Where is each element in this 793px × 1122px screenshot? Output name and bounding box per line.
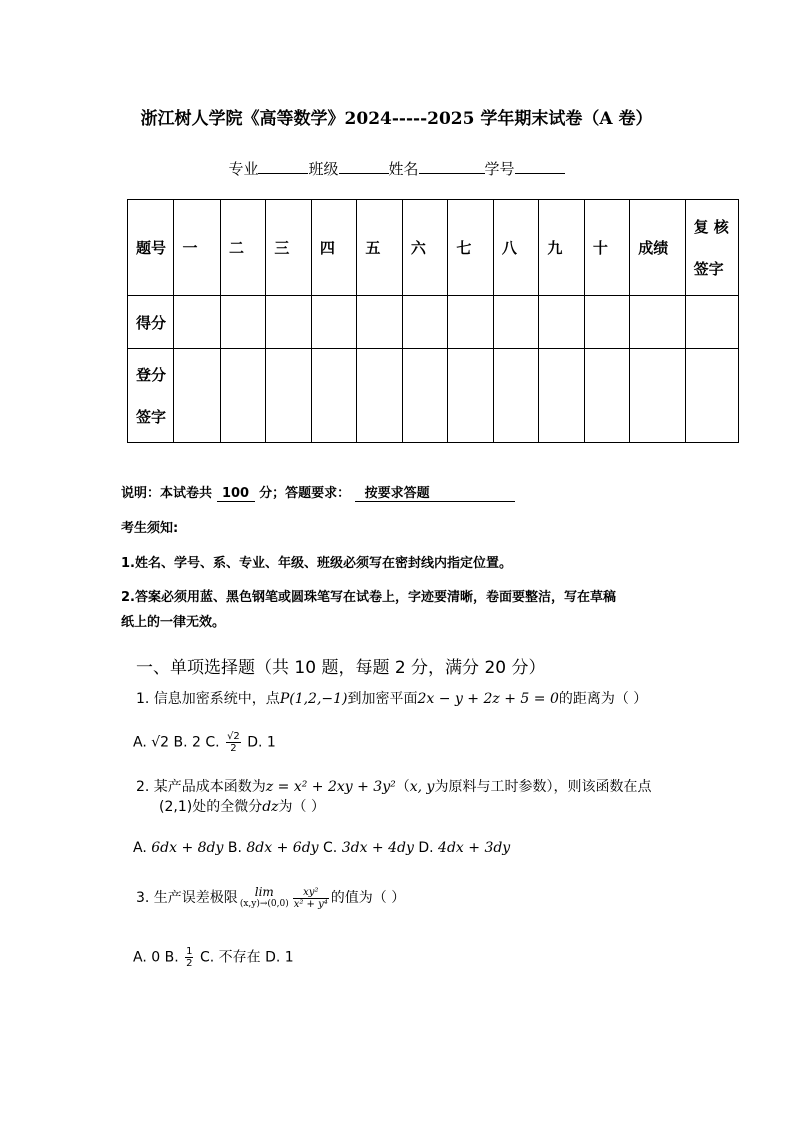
q2-text: （ <box>395 779 410 795</box>
score-cell[interactable] <box>584 296 629 349</box>
fraction-denominator: 2 <box>186 958 193 969</box>
row-label-line1: 登分 <box>136 365 167 384</box>
q2-option-a-label: A. <box>133 840 147 856</box>
col-header: 三 <box>266 200 311 296</box>
score-cell[interactable] <box>311 296 356 349</box>
total-score: 100 <box>217 486 255 502</box>
name-blank[interactable] <box>419 159 485 174</box>
signature-cell[interactable] <box>266 349 311 443</box>
signature-cell[interactable] <box>584 349 629 443</box>
q1-text: 1. 信息加密系统中，点 <box>136 691 280 707</box>
q2-option-d-label: D. <box>418 840 434 856</box>
q1-plane: 2x − y + 2z + 5 = 0 <box>417 691 559 707</box>
signature-cell[interactable] <box>174 349 220 443</box>
major-blank[interactable] <box>258 159 308 174</box>
signature-cell[interactable] <box>220 349 265 443</box>
question-2-line2 <box>159 796 325 816</box>
class-label: 班级 <box>308 160 339 178</box>
score-cell[interactable] <box>402 296 447 349</box>
score-cell[interactable] <box>630 296 685 349</box>
q2-text: (2,1)处的全微分 <box>159 799 263 815</box>
review-label-line2: 签字 <box>693 259 724 278</box>
answer-requirement: 按要求答题 <box>355 482 515 502</box>
question-1-options <box>133 731 276 754</box>
q2-option-c-label: C. <box>323 840 338 856</box>
question-3-options <box>133 946 294 969</box>
row-label-score: 得分 <box>128 296 174 349</box>
col-header: 八 <box>493 200 538 296</box>
q1-option-d: D. 1 <box>247 734 276 751</box>
student-info-line <box>0 158 793 179</box>
signature-cell[interactable] <box>493 349 538 443</box>
row-label-line2: 签字 <box>136 407 167 426</box>
q1-text: 的距离为（ ） <box>558 691 648 707</box>
q2-option-b-label: B. <box>227 840 242 856</box>
q1-text: 到加密平面 <box>347 691 418 707</box>
question-2-line1 <box>136 776 651 796</box>
major-label: 专业 <box>228 160 259 178</box>
row-label-question: 题号 <box>128 200 174 296</box>
col-header: 七 <box>448 200 493 296</box>
col-header: 四 <box>311 200 356 296</box>
review-label-line1: 复 核 <box>693 217 729 236</box>
q1-option-c-fraction <box>226 731 241 754</box>
q2-dz: dz <box>262 799 279 815</box>
row-label-signature <box>128 349 174 443</box>
signature-cell[interactable] <box>448 349 493 443</box>
score-row <box>128 296 739 349</box>
q2-option-b: 8dx + 6dy <box>246 840 319 856</box>
q3-text: 3. 生产误差极限 <box>136 890 238 906</box>
score-cell[interactable] <box>685 296 738 349</box>
col-header: 五 <box>357 200 402 296</box>
q2-option-c: 3dx + 4dy <box>341 840 414 856</box>
section-heading: 一、单项选择题（共 10 题，每题 2 分，满分 20 分） <box>136 658 546 678</box>
q2-option-a: 6dx + 8dy <box>151 840 224 856</box>
limit-operator: lim <box>254 885 274 899</box>
student-id-blank[interactable] <box>515 159 565 174</box>
fraction-numerator: 1 <box>186 946 193 957</box>
q1-option-a-label: A. <box>133 734 147 751</box>
q2-text: 为（ ） <box>278 799 325 815</box>
description-suffix: 分；答题要求： <box>259 486 351 501</box>
limit-subscript: (x,y)→(0,0) <box>239 899 289 909</box>
q3-limit <box>240 886 289 910</box>
fraction-numerator: xy² <box>293 887 329 899</box>
q2-function: z = x² + 2xy + 3y² <box>265 779 396 795</box>
fraction-denominator: 2 <box>230 743 237 754</box>
q3-options-rest: C. 不存在 D. 1 <box>199 949 294 966</box>
exam-title: 浙江树人学院《高等数学》2024-----2025 学年期末试卷（A 卷） <box>140 109 653 129</box>
signature-cell[interactable] <box>357 349 402 443</box>
signature-cell[interactable] <box>311 349 356 443</box>
col-header-review <box>685 200 738 296</box>
signature-row <box>128 349 739 443</box>
question-3 <box>136 886 405 910</box>
q3-option-a: A. 0 B. <box>133 949 179 966</box>
col-header: 六 <box>402 200 447 296</box>
signature-cell[interactable] <box>630 349 685 443</box>
q2-option-d: 4dx + 3dy <box>438 840 511 856</box>
col-header: 十 <box>584 200 629 296</box>
score-cell[interactable] <box>220 296 265 349</box>
fraction-numerator: √2 <box>227 731 240 742</box>
signature-cell[interactable] <box>685 349 738 443</box>
notice-title: 考生须知: <box>121 521 179 536</box>
exam-description <box>121 482 515 502</box>
q1-option-b: B. 2 C. <box>173 734 220 751</box>
q2-vars: x, y <box>409 779 435 795</box>
student-id-label: 学号 <box>484 160 515 178</box>
q3-text: 的值为（ ） <box>330 890 406 906</box>
description-prefix: 说明：本试卷共 <box>121 486 213 501</box>
q2-text: 2. 某产品成本函数为 <box>136 779 266 795</box>
q3-fraction <box>293 887 329 910</box>
col-header: 一 <box>174 200 220 296</box>
score-table <box>127 199 739 443</box>
col-header: 九 <box>539 200 584 296</box>
q1-option-a: √2 <box>151 734 170 751</box>
fraction-denominator: x² + y⁴ <box>293 898 328 910</box>
score-cell[interactable] <box>493 296 538 349</box>
notice-item-2-line1: 2.答案必须用蓝、黑色钢笔或圆珠笔写在试卷上，字迹要清晰，卷面要整洁，写在草稿 <box>121 590 616 605</box>
signature-cell[interactable] <box>539 349 584 443</box>
q1-point: P(1,2,−1) <box>279 691 348 707</box>
score-cell[interactable] <box>266 296 311 349</box>
score-cell[interactable] <box>539 296 584 349</box>
col-header: 二 <box>220 200 265 296</box>
signature-cell[interactable] <box>402 349 447 443</box>
q3-option-b-fraction <box>185 946 193 969</box>
q2-text: 为原料与工时参数），则该函数在点 <box>434 779 652 795</box>
score-cell[interactable] <box>448 296 493 349</box>
notice-item-1: 1.姓名、学号、系、专业、年级、班级必须写在密封线内指定位置。 <box>121 556 512 571</box>
notice-item-2-line2: 纸上的一律无效。 <box>121 615 226 630</box>
question-1 <box>136 688 647 708</box>
col-header-total: 成绩 <box>630 200 685 296</box>
score-cell[interactable] <box>174 296 220 349</box>
name-label: 姓名 <box>388 160 419 178</box>
score-cell[interactable] <box>357 296 402 349</box>
question-number-row <box>128 200 739 296</box>
question-2-options <box>133 840 510 856</box>
class-blank[interactable] <box>339 159 389 174</box>
